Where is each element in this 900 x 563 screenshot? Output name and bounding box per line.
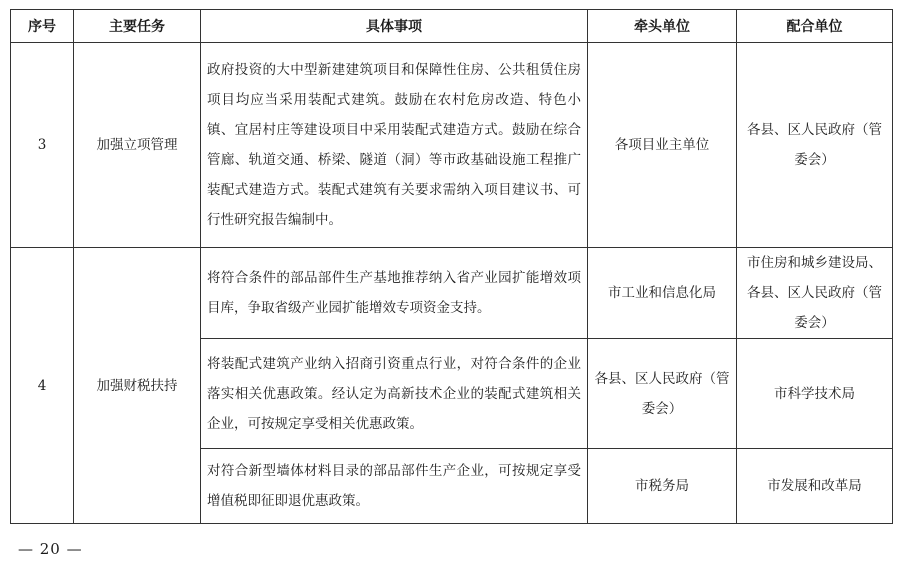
row-cooperating-unit: 各县、区人民政府（管委会）: [737, 43, 893, 248]
header-number: 序号: [11, 10, 74, 43]
row-number: 3: [11, 43, 74, 248]
header-cooperating-unit: 配合单位: [737, 10, 893, 43]
page-number: — 20 —: [18, 540, 83, 558]
row-cooperating-unit: 市住房和城乡建设局、各县、区人民政府（管委会）: [737, 248, 893, 339]
row-lead-unit: 各县、区人民政府（管委会）: [588, 339, 737, 449]
row-number: 4: [11, 248, 74, 524]
row-cooperating-unit: 市科学技术局: [737, 339, 893, 449]
row-details: 将符合条件的部品部件生产基地推荐纳入省产业园扩能增效项目库，争取省级产业园扩能增效专项资金支持。: [201, 248, 588, 339]
row-details: 将装配式建筑产业纳入招商引资重点行业，对符合条件的企业落实相关优惠政策。经认定为高新技术企业的装配式建筑相关企业，可按规定享受相关优惠政策。: [201, 339, 588, 449]
row-task: 加强财税扶持: [74, 248, 201, 524]
row-lead-unit: 市工业和信息化局: [588, 248, 737, 339]
table-row: [11, 43, 893, 248]
header-task: 主要任务: [74, 10, 201, 43]
row-lead-unit: 市税务局: [588, 449, 737, 524]
task-table: [10, 9, 893, 524]
table-row: [11, 248, 893, 339]
header-lead-unit: 牵头单位: [588, 10, 737, 43]
row-lead-unit: 各项目业主单位: [588, 43, 737, 248]
table-header-row: [11, 10, 893, 43]
row-cooperating-unit: 市发展和改革局: [737, 449, 893, 524]
row-task: 加强立项管理: [74, 43, 201, 248]
header-details: 具体事项: [201, 10, 588, 43]
row-details: 对符合新型墙体材料目录的部品部件生产企业，可按规定享受增值税即征即退优惠政策。: [201, 449, 588, 524]
row-details: 政府投资的大中型新建建筑项目和保障性住房、公共租赁住房项目均应当采用装配式建筑。鼓励在农村危房改造、特色小镇、宜居村庄等建设项目中采用装配式建造方式。鼓励在综合管廊、轨道交通、桥梁、隧道（洞）等市政基础设施工程推广装配式建造方式。装配式建筑有关要求需纳入项目建议书、可行性研究报告编制中。: [201, 43, 588, 248]
